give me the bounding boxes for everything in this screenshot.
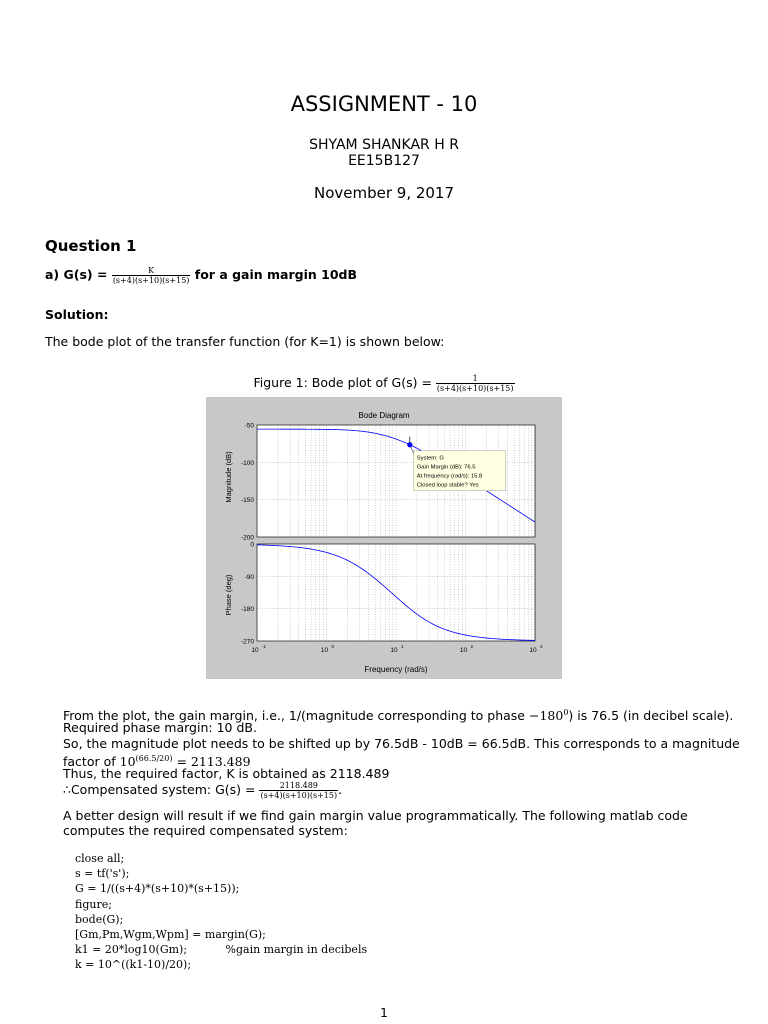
compensated-fraction [259,781,338,800]
question-part-a [45,266,357,285]
part-a-suffix: for a gain margin 10dB [190,267,357,282]
solution-label: Solution: [45,307,109,322]
datatip-line: Gain Margin (dB): 76.5 [416,464,476,471]
code-line: figure; [75,897,112,911]
bode-plot-figure [206,397,562,679]
bode-plot-svg [206,397,562,679]
compensated-label: ∴Compensated system: G(s) = [63,782,260,797]
bode-title: Bode Diagram [358,411,410,420]
author-block [0,137,768,169]
frequency-xlabel: Frequency (rad/s) [364,665,428,674]
question-heading: Question 1 [45,237,137,255]
better-line-1: A better design will result if we find gain margin value programmatically. The following matlab code [63,808,688,823]
factor-base: 10 [119,754,136,770]
analysis-line-3: So, the magnitude plot needs to be shifted up by 76.5dB - 10dB = 66.5dB. This corresponds to a magnitude [63,736,740,751]
page-number: 1 [380,1005,388,1020]
x-tick-exponent: 1 [401,644,404,649]
compensated-end: . [338,782,343,797]
caption-denominator: (s+4)(s+10)(s+15) [436,384,514,393]
figure-caption [0,374,768,393]
factor-exponent: (66.5/20) [135,754,173,763]
x-tick-label: 10 [390,647,398,654]
part-a-prefix: a) G(s) = [45,267,112,282]
author-name: SHYAM SHANKAR H R [309,137,459,153]
code-line: close all; [75,852,125,865]
better-line-2: computes the required compensated system: [63,823,348,838]
analysis-line-2: Required phase margin: 10 dB. [63,720,257,735]
magnitude-ytick-label: -50 [244,422,254,430]
code-line: [Gm,Pm,Wgm,Wpm] = margin(G); [75,928,266,942]
x-tick-exponent: -1 [262,644,267,649]
x-tick-label: 10 [320,647,329,654]
factor-value: = 2113.489 [172,754,251,770]
magnitude-ylabel: Magnitude (dB) [224,451,233,503]
magnitude-ytick-label: -200 [240,534,254,542]
intro-text: The bode plot of the transfer function (for K=1) is shown below: [45,334,445,349]
caption-prefix: Figure 1: Bode plot of G(s) = [253,375,436,390]
datatip-line: System: G [416,455,444,462]
code-line: G = 1/((s+4)*(s+10)*(s+15)); [75,882,240,896]
phase-ytick-label: -270 [240,638,254,646]
x-tick-label: 10 [459,647,468,654]
analysis-line-6 [63,781,342,800]
part-a-numerator: K [112,266,191,276]
phase-degree: 0 [563,708,569,717]
phase-value: −180 [528,708,564,724]
phase-ytick-label: -90 [244,573,254,581]
matlab-code-block [75,851,367,973]
x-tick-exponent: 0 [331,644,335,649]
code-line: s = tf('s'); [75,867,130,881]
caption-fraction [436,374,515,393]
code-line: k = 10^((k1-10)/20); [75,958,192,972]
part-a-denominator: (s+4)(s+10)(s+15) [112,276,190,285]
document-title: ASSIGNMENT - 10 [290,92,478,116]
code-line: bode(G); [75,912,124,926]
code-line: k1 = 20*log10(Gm); %gain margin in decibels [75,943,368,957]
x-tick-exponent: 2 [470,644,474,649]
magnitude-ytick-label: -150 [240,497,254,505]
compensated-denominator: (s+4)(s+10)(s+15) [260,791,338,800]
datatip-line: At frequency (rad/s): 15.8 [416,473,483,480]
chart-layer [241,423,543,655]
analysis-line-1-end: ) is 76.5 (in decibel scale). [568,708,734,724]
phase-ylabel: Phase (deg) [224,574,233,616]
x-tick-label: 10 [529,647,537,654]
phase-ytick-label: -180 [240,606,254,614]
magnitude-ytick-label: -100 [240,459,254,467]
part-a-fraction [112,266,191,285]
phase-ytick-label: 0 [250,541,254,549]
factor-label: factor of [63,754,120,770]
author-id: EE15B127 [348,153,420,169]
document-date: November 9, 2017 [313,184,455,202]
x-tick-label: 10 [251,647,259,654]
analysis-line-1-text: From the plot, the gain margin, i.e., 1/(magnitude corresponding to phase [63,708,529,724]
caption-numerator: 1 [436,374,515,384]
datatip-line: Closed loop stable? Yes [416,482,479,489]
compensated-numerator: 2118.489 [259,781,338,791]
x-tick-exponent: 3 [540,644,543,649]
analysis-line-5: Thus, the required factor, K is obtained as 2118.489 [63,766,390,781]
datatip-marker [407,442,412,447]
